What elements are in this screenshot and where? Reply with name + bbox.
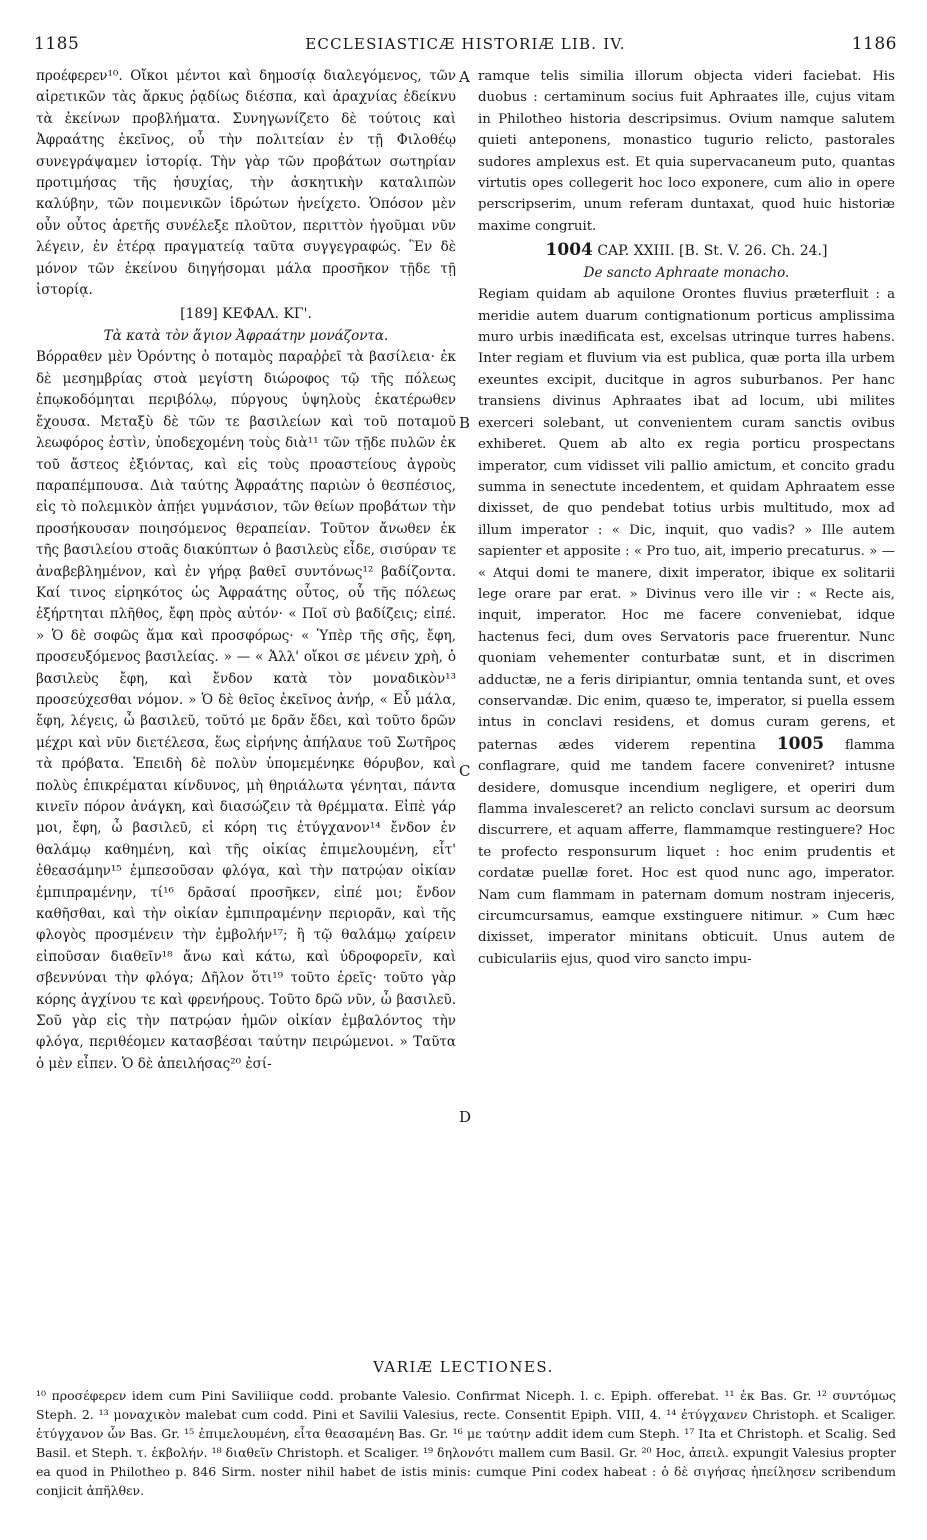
- latin-paragraph-2-continued: flamma conflagrare, quid me tandem facere conveniret? intusne desidere, domusque incendium negligere, et operiri dum flamma invalesceret? an relicto conclavi sursum ac deorsum discurrere, et aquam afferre, flammamque restinguere? Hoc te profecto responsurum liquet : hoc enim prudentis et cordatæ puellæ foret. Hoc est quod nunc ago, imperator. Nam cum flammam in paternam domum nostram injeceris, circumcursamus, eamque exstinguere nitimur. » Cum hæc dixisset, imperator minitans obticuit. Unus autem de cubiculariis ejus, quod viro sancto impu-: [478, 737, 895, 967]
- greek-paragraph-1: προέφερεν¹⁰. Οἴκοι μέντοι καὶ δημοσίᾳ διαλεγόμενος, τῶν αἱρετικῶν τὰς ἄρκυς ῥᾳδίως διέσπα, καὶ ἀραχνίας ἐδείκνυ τὰ ἐκείνων προβλήματα. Συνηγωνίζετο δὲ τούτοις καὶ Ἀφραάτης ἐκεῖνος, οὗ τὴν πολιτείαν ἐν τῇ Φιλοθέῳ συνεγράψαμεν ἱστορίᾳ. Τὴν γὰρ τῶν προβάτων σωτηρίαν προτιμήσας τῆς ἡσυχίας, τὴν ἀσκητικὴν καταλιπὼν καλύβην, τῶν ποιμενικῶν ἱδρώτων ἠνείχετο. Ὁπόσον μὲν οὖν οὗτος ἀρετῆς συνέλεξε πλοῦτον, περιττὸν ἡγοῦμαι νῦν λέγειν, ἐν ἑτέρᾳ πραγματείᾳ ταῦτα συγγεγραφώς. Ἓν δὲ μόνον τῶν ἐκείνου διηγήσομαι μάλα προσῆκον τῇδε τῇ ἱστορίᾳ.: [36, 68, 456, 299]
- page-number-right: 1186: [851, 34, 897, 54]
- margin-letter-a: A: [459, 68, 470, 86]
- running-title: ECCLESIASTICÆ HISTORIÆ LIB. IV.: [305, 35, 626, 53]
- margin-letter-c: C: [459, 762, 471, 780]
- latin-paragraph-2-text: Regiam quidam ab aquilone Orontes fluvius præterfluit : a meridie autem duarum contignationum porticus amplissima muro urbis inædificata est, excelsas utrinque turres habens. Inter regiam et fluvium via est publica, quæ porta illa urbem exeuntes excipit, ducitque in agros suburbanos. Per hanc transiens divinus Aphraates ibat ad locum, ubi milites exerceri solebant, ut convenientem curam sanctis ovibus exhiberet. Quem ab alto ex regia porticu prospectans imperator, cum vidisset vili pallio amictum, et concito gradu summa in senectute incedentem, et quidam Aphraatem esse dixisset, de quo pendebat totius urbis multitudo, mox ad illum imperator : « Dic, inquit, quo vadis? » Ille autem sapienter et apposite : « Pro tuo, ait, imperio precaturus. » — « Atqui domi te manere, dixit imperator, ibique ex solitarii lege orare par erat. » Divinus vero ille vir : « Recte ais, inquit, imperator. Hoc me facere conveniebat, idque hactenus feci, dum oves Servatoris pace fruerentur. Nunc quoniam vehementer conturbatæ sunt, et in discrimen adductæ, ne a feris diripiantur, omnia tentanda sunt, et oves conservandæ. Dic enim, quæso te, imperator, si puella essem intus in conclavi residens, et domus curam gerens, et paternas ædes viderem repentina: [478, 287, 895, 753]
- variae-lectiones-text: ¹⁰ προσέφερεν idem cum Pini Saviliique codd. probante Valesio. Confirmat Niceph. l. c. Epiph. offerebat. ¹¹ ἐκ Bas. Gr. ¹² συντόμως Steph. 2. ¹³ μοναχικὸν malebat cum codd. Pini et Savilii Valesius, recte. Consentit Epiph. VIII, 4. ¹⁴ ἐτύγχανεν Christoph. et Scaliger. ἐτύγχανον ὧν Bas. Gr. ¹⁵ ἐπιμελουμένη, εἶτα θεασαμένη Bas. Gr. ¹⁶ με ταύτην addit idem cum Steph. ¹⁷ Ita et Christoph. et Scalig. Sed Basil. et Steph. τ. ἐκβολήν. ¹⁸ διαθεῖν Christoph. et Scaliger. ¹⁹ δηλονότι mallem cum Basil. Gr. ²⁰ Hoc, ἀπειλ. expungit Valesius propter ea quod in Philotheo p. 846 Sirm. noster nihil habet de istis minis: cumque Pini codex habeat : ὁ δὲ σιγήσας ἠπείλησεν scribendum conjicit ἀπῆλθεν.: [36, 1388, 896, 1498]
- margin-letter-b: B: [459, 414, 471, 432]
- greek-chapter-heading: [189] ΚΕΦΑΛ. ΚΓ'.: [180, 306, 312, 323]
- page-number-left: 1185: [34, 34, 80, 54]
- latin-paragraph-2: [478, 284, 895, 970]
- variae-lectiones-heading: VARIÆ LECTIONES.: [373, 1358, 554, 1376]
- variae-lectiones-notes: [36, 1386, 896, 1500]
- running-header: [34, 34, 897, 58]
- latin-chapter-title: CAP. XXIII. [B. St. V. 26. Ch. 24.]: [597, 243, 828, 260]
- latin-chapter-heading: [478, 239, 895, 262]
- column-number-1005: 1005: [776, 733, 825, 754]
- greek-paragraph-2: Βόρραθεν μὲν Ὀρόντης ὁ ποταμὸς παραῤῥεῖ τὰ βασίλεια· ἐκ δὲ μεσημβρίας στοὰ μεγίστη διώροφος τῷ τῆς πόλεως ἐπῳκοδόμηται περιβόλῳ, πύργους ὑψηλοὺς ἑκατέρωθεν ἔχουσα. Μεταξὺ δὲ τῶν τε βασιλείων καὶ τοῦ ποταμοῦ λεωφόρος ἐστὶν, ὑποδεχομένη τοὺς διὰ¹¹ τῶν τῇδε πυλῶν ἐκ τοῦ ἄστεος ἐξιόντας, καὶ εἰς τοὺς προαστείους ἀγροὺς παραπέμπουσα. Διὰ ταύτης Ἀφραάτης παριὼν ὁ θεσπέσιος, εἰς τὸ πολεμικὸν ἀπῄει γυμνάσιον, τῶν θείων προβάτων τὴν προσήκουσαν ποιησόμενος θεραπείαν. Τοῦτον ἄνωθεν ἐκ τῆς βασιλείου στοᾶς διακύπτων ὁ βασιλεὺς εἶδε, σισύραν τε ἀναβεβλημένον, καὶ ἐν γήρᾳ βαθεῖ συντόνως¹² βαδίζοντα. Καί τινος εἰρηκότος ὡς Ἀφραάτης οὗτος, οὗ τῆς πόλεως ἐξήρτηται πλῆθος, ἔφη πρὸς αὐτόν· « Ποῖ σὺ βαδίζεις; εἰπέ. » Ὁ δὲ σοφῶς ἅμα καὶ προσφόρως· « Ὑπὲρ τῆς σῆς, ἔφη, προσευξόμενος βασιλείας. » — « Ἀλλ' οἴκοι σε μένειν χρὴ, ὁ βασιλεὺς ἔφη, καὶ ἔνδον κατὰ τὸν μοναδικὸν¹³ προσεύχεσθαι νόμον. » Ὁ δὲ θεῖος ἐκεῖνος ἀνήρ, « Εὖ μάλα, ἔφη, λέγεις, ὦ βασιλεῦ, τοῦτό με δρᾶν ἔδει, καὶ τοῦτο δρῶν μέχρι καὶ νῦν διετέλεσα, ἕως εἰρήνης ἀπήλαυε τοῦ Σωτῆρος τὰ πρόβατα. Ἐπειδὴ δὲ πολὺν ὑπομεμένηκε θόρυβον, καὶ πολὺς ἐπικρέμαται κίνδυνος, μὴ θηριάλωτα γένηται, πάντα κινεῖν πόρον ἀνάγκη, καὶ διασώζειν τὰ θρέμματα. Εἰπὲ γάρ μοι, ἔφη, ὦ βασιλεῦ, εἰ κόρη τις ἐτύγχανον¹⁴ ἔνδον ἐν θαλάμῳ καθημένη, καὶ τῆς οἰκίας ἐπιμελουμένη, εἶτ' ἐθεασάμην¹⁵ ἐμπεσοῦσαν φλόγα, καὶ τὴν πατρῴαν οἰκίαν ἐμπιπραμένην, τί¹⁶ δρᾶσαί προσῆκεν, εἰπέ μοι; ἔνδον καθῆσθαι, καὶ τὴν οἰκίαν ἐμπιπραμένην περιορᾶν, καὶ τῆς φλογὸς προσμένειν τὴν ἐμβολήν¹⁷; ἢ τῷ θαλάμῳ χαίρειν εἰποῦσαν διαθεῖν¹⁸ ἄνω καὶ κάτω, καὶ ὑδροφορεῖν, καὶ σβεννύναι τὴν φλόγα; Δῆλον ὅτι¹⁹ τοῦτο ἐρεῖς· τοῦτο γὰρ κόρης ἀγχίνου τε καὶ φρενήρους. Τοῦτο δρῶ νῦν, ὦ βασιλεῦ. Σοῦ γὰρ εἰς τὴν πατρῴαν ἡμῶν οἰκίαν ἐμβαλόντος τὴν φλόγα, περιθέομεν κατασβέσαι ταύτην πειρώμενοι. » Ταῦτα ὁ μὲν εἶπεν. Ὁ δὲ ἀπειλήσας²⁰ ἐσί-: [36, 349, 456, 1072]
- latin-column: [478, 66, 895, 970]
- latin-paragraph-1: ramque telis similia illorum objecta videri faciebat. His duobus : certaminum socius fuit Aphraates ille, cujus vitam in Philotheo historia descripsimus. Ovium namque salutem quieti anteponens, monastico tugurio relicto, pastorales sudores amplexus est. Et quia supervacaneum puto, quantas virtutis opes collegerit hoc loco exponere, cum alio in opere perscripserim, unum referam duntaxat, quod huic historiæ maxime congruit.: [478, 69, 895, 234]
- column-number-1004: 1004: [545, 240, 593, 261]
- latin-chapter-subtitle: De sancto Aphraate monacho.: [583, 265, 790, 282]
- greek-chapter-subtitle: Τὰ κατὰ τὸν ἅγιον Ἀφραάτην μονάζοντα.: [103, 328, 389, 345]
- margin-letter-d: D: [459, 1108, 472, 1126]
- greek-column: [36, 66, 456, 1075]
